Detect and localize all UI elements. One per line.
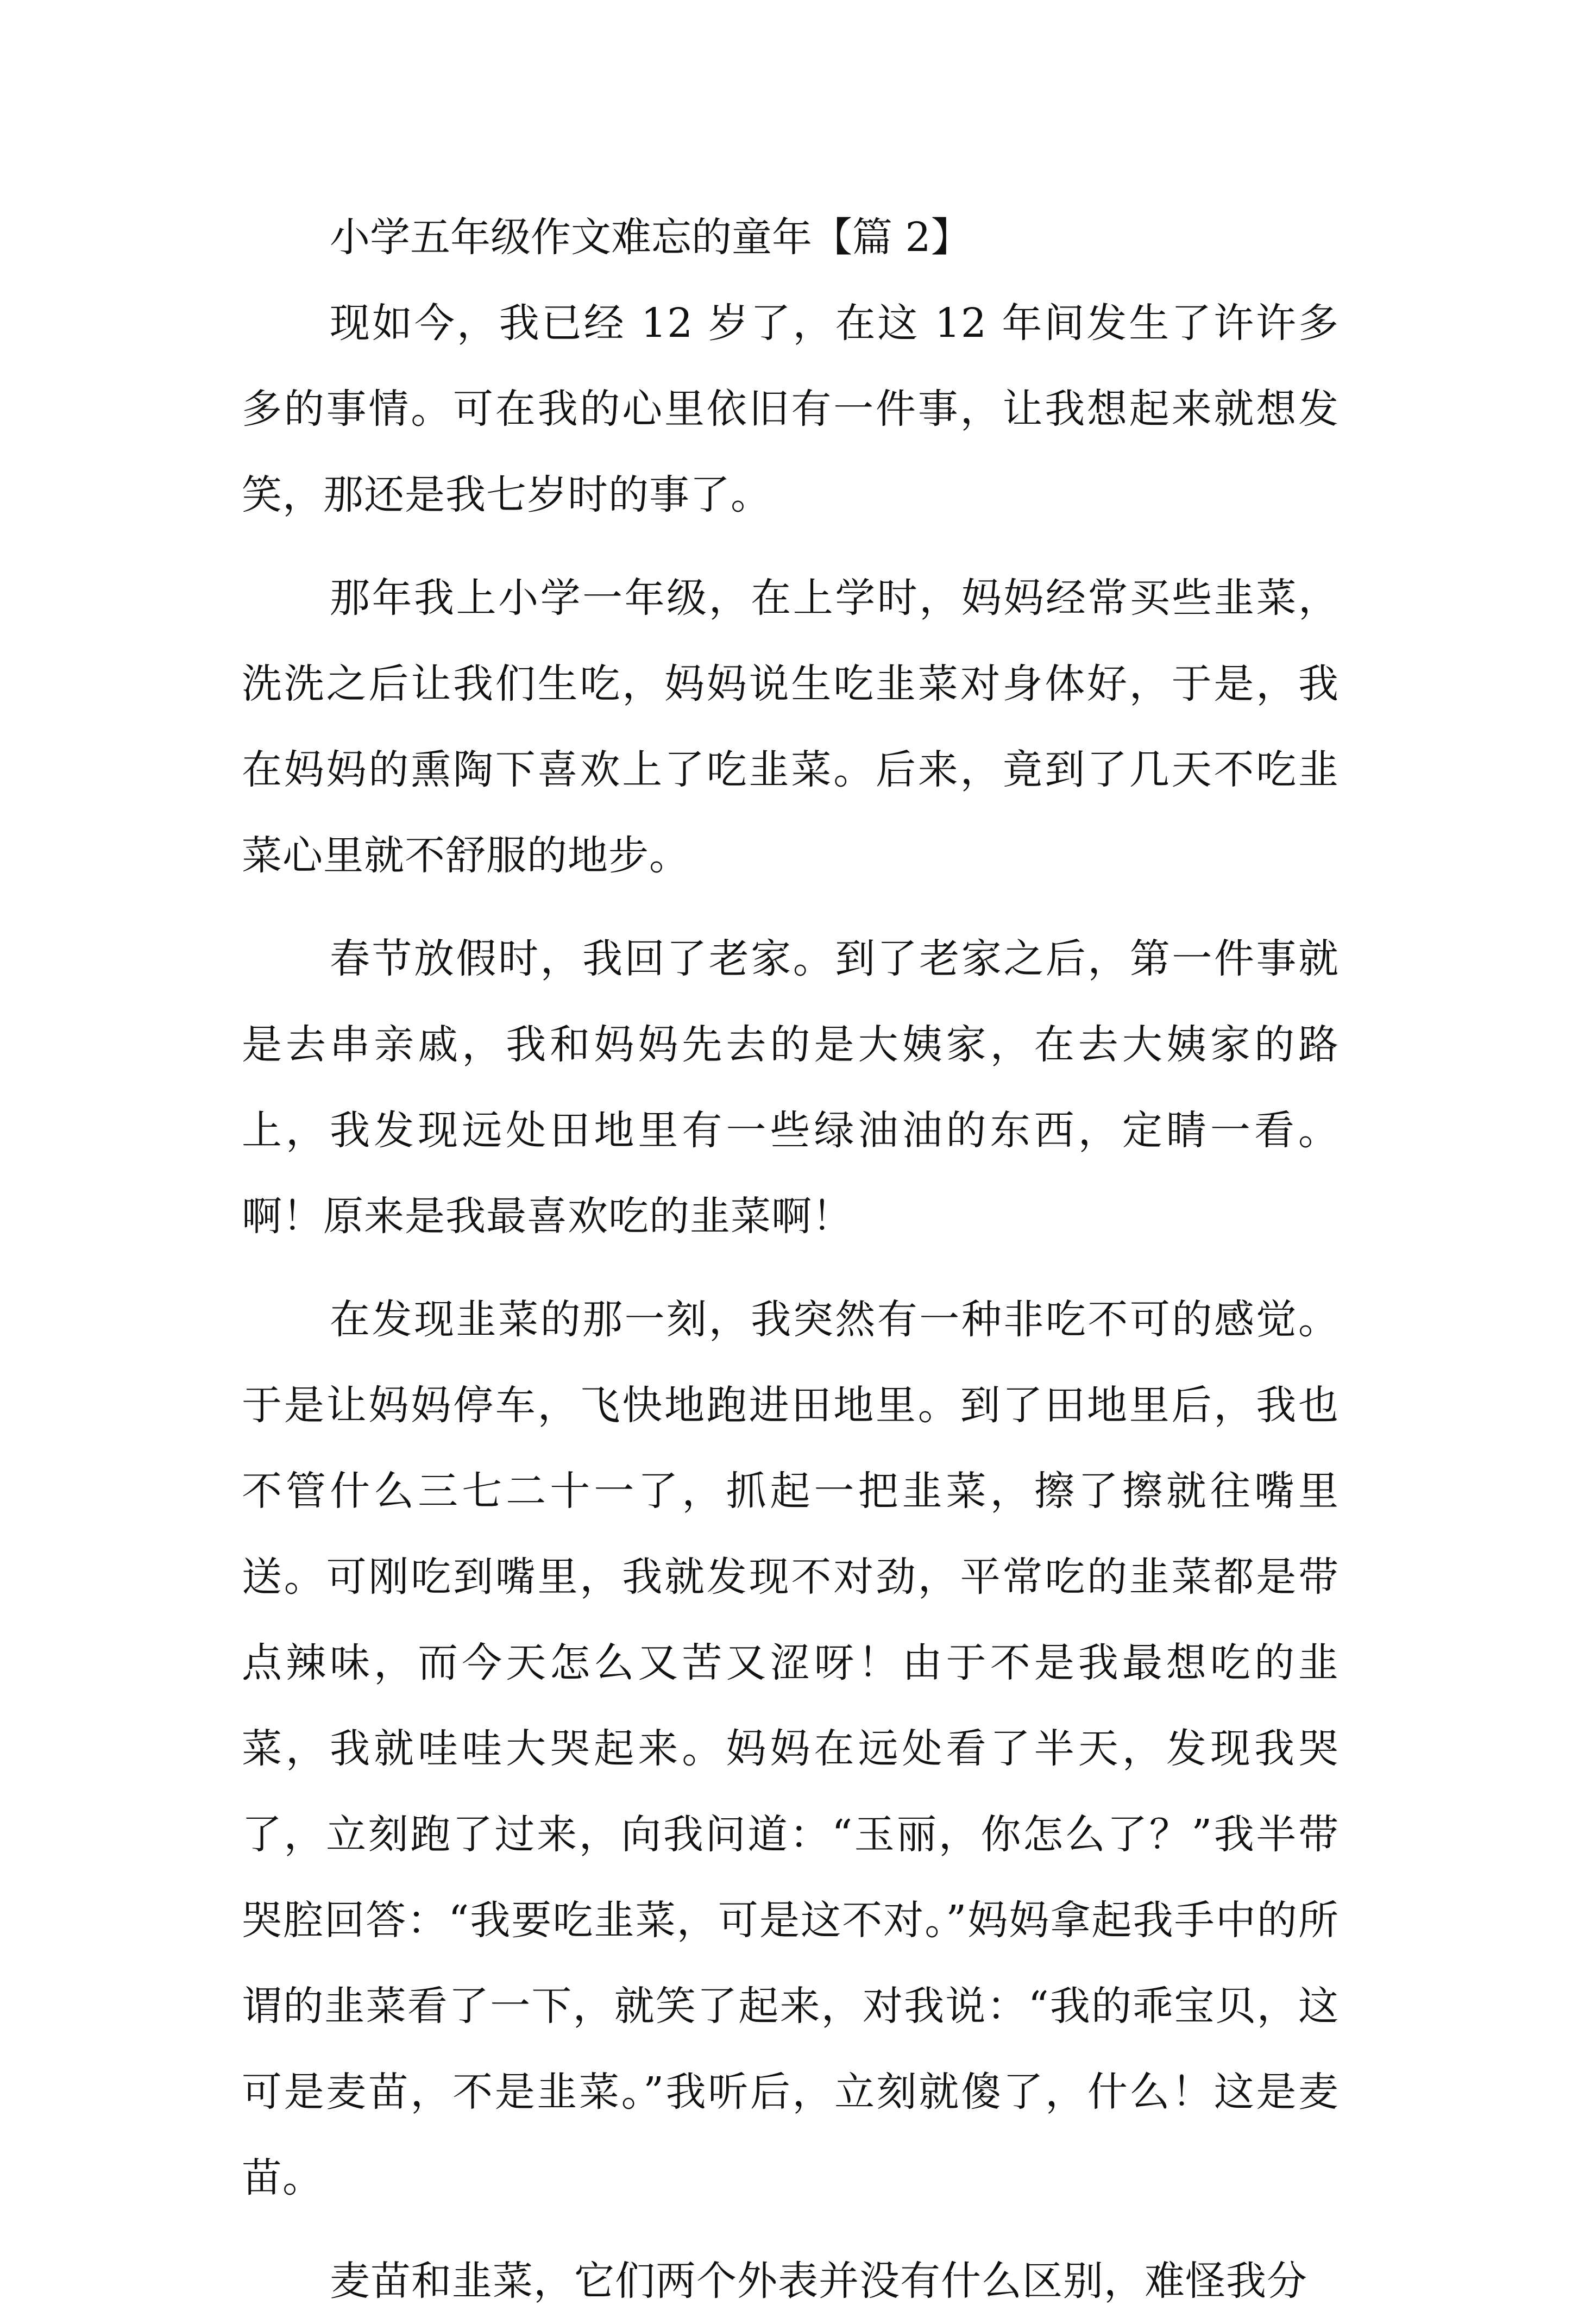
document-body <box>242 194 1339 2324</box>
paragraph-2: 那年我上小学一年级，在上学时，妈妈经常买些韭菜，洗洗之后让我们生吃，妈妈说生吃韭菜对身体好，于是，我在妈妈的熏陶下喜欢上了吃韭菜。后来，竟到了几天不吃韭菜心里就不舒服的地步。 <box>242 575 1339 879</box>
paragraph-1: 现如今，我已经 12 岁了，在这 12 年间发生了许许多多的事情。可在我的心里依旧有一件事，让我想起来就想发笑，那还是我七岁时的事了。 <box>242 300 1339 518</box>
paragraph-gap <box>242 538 1339 555</box>
paragraph-gap <box>242 1259 1339 1277</box>
paragraph-gap <box>242 899 1339 916</box>
document-title: 小学五年级作文难忘的童年【篇 2】 <box>330 214 971 261</box>
paragraph-3: 春节放假时，我回了老家。到了老家之后，第一件事就是去串亲戚，我和妈妈先去的是大姨家，在去大姨家的路上，我发现远处田地里有一些绿油油的东西，定睛一看。啊！原来是我最喜欢吃的韭菜啊！ <box>242 935 1339 1240</box>
paragraph-5: 麦苗和韭菜，它们两个外表并没有什么区别，难怪我分 <box>330 2258 1307 2304</box>
paragraph-4: 在发现韭菜的那一刻，我突然有一种非吃不可的感觉。于是让妈妈停车，飞快地跑进田地里。到了田地里后，我也不管什么三七二十一了，抓起一把韭菜，擦了擦就往嘴里送。可刚吃到嘴里，我就发现不对劲，平常吃的韭菜都是带点辣味，而今天怎么又苦又涩呀！由于不是我最想吃的韭菜，我就哇哇大哭起来。妈妈在远处看了半天，发现我哭了，立刻跑了过来，向我问道：“玉丽，你怎么了？”我半带哭腔回答：“我要吃韭菜，可是这不对。”妈妈拿起我手中的所谓的韭菜看了一下，就笑了起来，对我说：“我的乖宝贝，这可是麦苗，不是韭菜。”我听后，立刻就傻了，什么！这是麦苗。 <box>242 1296 1339 2201</box>
